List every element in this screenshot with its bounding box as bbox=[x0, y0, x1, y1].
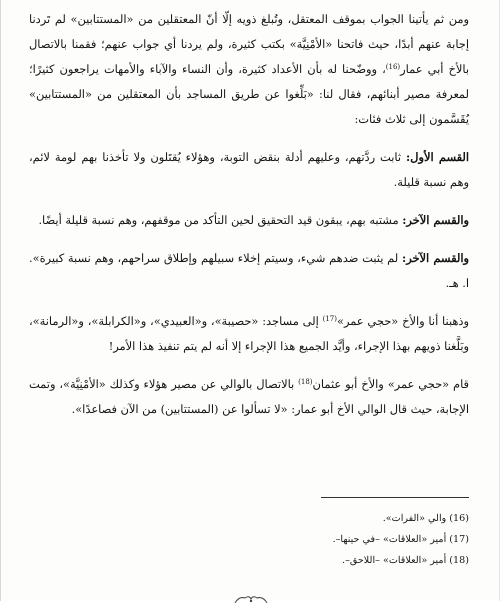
mosques-paragraph bbox=[29, 309, 469, 359]
category-first-paragraph bbox=[29, 145, 469, 195]
wali-paragraph bbox=[29, 372, 469, 422]
category-third-text: لم يثبت ضدهم شيء، وسيتم إخلاء سبيلهم وإطلاق سراحهم، وهم نسبة كبيرة». ا. هـ. bbox=[29, 251, 469, 290]
category-second-lead: والقسم الآخر: bbox=[402, 213, 469, 227]
footnote-18: (18) أمير «العلاقات» –اللاحق–. bbox=[342, 555, 469, 566]
page-body bbox=[29, 7, 469, 436]
wali-text-2: بالاتصال بالوالي عن مصير هؤلاء وكذلك «الأمْنِيَّة»، وتمت الإجابة، حيث قال الوالي الأخ أبو عمار: «لا تسألوا عن (المستتابين) من الآن فصاعدًا». bbox=[29, 377, 469, 416]
mosques-text-2: إلى مساجد: «حصيبة»، و«العبيدي»، و«الكرابلة»، و«الرمانة»، وبَلَّغنا ذويهم بهذا الإجراء، وأيَّد الجميع هذا الإجراء إلا أنه لم يتم تنفيذ هذا الأمر! bbox=[29, 314, 469, 353]
wali-text-1: قام «حجي عمر» والأخ أبو عثمان bbox=[312, 377, 469, 391]
category-third-lead: والقسم الآخر: bbox=[402, 251, 469, 265]
footnote-ref-18: (18) bbox=[298, 378, 313, 386]
category-first-lead: القسم الأول: bbox=[405, 150, 470, 164]
footnote-16: (16) والي «الفرات». bbox=[382, 513, 469, 524]
category-first-text: ثابت ردَّتهم، وعليهم أدلة بنقض التوبة، وهؤلاء يُقتَلون ولا تأخذنا بهم لومة لائم، وهم نسبة قليلة. bbox=[29, 150, 469, 189]
category-second-paragraph bbox=[29, 208, 469, 233]
footnote-17: (17) أمير «العلاقات» –في حينها–. bbox=[332, 534, 469, 545]
mosques-text-1: وذهبنا أنا والأخ «حجي عمر» bbox=[336, 314, 469, 328]
page-ornament-icon bbox=[233, 595, 269, 603]
footnotes bbox=[151, 508, 469, 571]
category-second-text: مشتبه بهم، يبقون قيد التحقيق لحين التأكد من موقفهم، وهم نسبة قليلة أيضًا. bbox=[38, 213, 403, 227]
footnote-ref-17: (17) bbox=[322, 315, 337, 323]
intro-text-1: ومن ثم يأتينا الجواب بموقف المعتقل، وتُبلغ ذويه إلّا أنّ المعتقلين من «المستتابين» لم تَردنا إجابة عنهم أبدًا، حيث فاتحنا «الأمْنِيَّة» بكتب كثيرة، ولم يردنا أي جواب عنهم؛ فقمنا بالاتصال بالأخ أبي عمار bbox=[29, 12, 469, 76]
intro-paragraph bbox=[29, 7, 469, 132]
intro-text-2: ، ووضّحنا له بأن الأعداد كثيرة، وأن النساء والآباء والأمهات يراجعون كثيرًا؛ لمعرفة مصير أبنائهم، فقال لنا: «بَلِّغوا عن طريق المساجد بأن المعتقلين من «المستتابين» يُقَسَّمون إلى ثلاث فئات: bbox=[29, 62, 469, 126]
category-third-paragraph bbox=[29, 246, 469, 296]
footnote-divider bbox=[321, 497, 469, 498]
footnote-ref-16: (16) bbox=[385, 63, 401, 71]
